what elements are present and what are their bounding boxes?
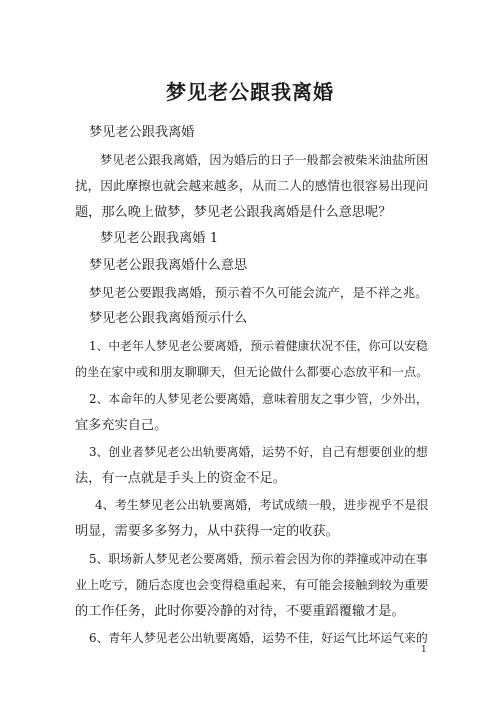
paragraph-line: 题，那么晚上做梦，梦见老公跟我离婚是什么意思呢？ [75, 205, 392, 220]
paragraph-line: 梦见老公要跟我离婚，预示着不久可能会流产，是不祥之兆。 [89, 285, 428, 300]
paragraph-line: 扰，因此摩擦也就会越来越多，从而二人的感情也很容易出现问 [75, 178, 429, 193]
paragraph-line: 宜多充实自己。 [75, 418, 168, 433]
paragraph-line: 的工作任务，此时你要冷静的对待，不要重蹈覆辙才是。 [75, 604, 405, 619]
paragraph-line: 明显，需要多多努力，从中获得一定的收获。 [75, 524, 339, 539]
paragraph-line: 业上吃亏，随后态度也会变得稳重起来，有可能会接触到较为重要 [75, 578, 429, 592]
paragraph-line: 2、本命年的人梦见老公要离婚，意味着朋友之事少管，少外出， [89, 392, 428, 406]
section-heading: 梦见老公跟我离婚什么意思 [89, 258, 248, 273]
section-heading: 梦见老公跟我离婚 [89, 125, 195, 140]
section-heading: 梦见老公跟我离婚 1 [100, 231, 219, 246]
paragraph-line: 6、青年人梦见老公出轨要离婚，运势不佳，好运气比坏运气来的 [89, 631, 428, 645]
paragraph-line: 法，有一点就是手头上的资金不足。 [75, 471, 286, 486]
page-number: 1 [421, 645, 427, 655]
paragraph-line: 5、职场新人梦见老公要离婚，预示着会因为你的莽撞或冲动在事 [89, 552, 428, 566]
paragraph-line: 3、创业者梦见老公出轨要离婚，运势不好，自己有想要创业的想 [89, 445, 428, 459]
paragraph-line: 1、中老年人梦见老公要离婚，预示着健康状况不佳，你可以安稳 [89, 339, 428, 353]
section-heading: 梦见老公跟我离婚预示什么 [89, 311, 248, 326]
paragraph-line: 的坐在家中或和朋友聊聊天，但无论做什么都要心态放平和一点。 [75, 365, 429, 379]
paragraph-line: 4、考生梦见老公出轨要离婚，考试成绩一般，进步视乎不是很 [95, 498, 429, 512]
paragraph-line: 梦见老公跟我离婚，因为婚后的日子一般都会被柴米油盐所困 [100, 153, 429, 167]
document-title: 梦见老公跟我离婚 [166, 80, 334, 104]
